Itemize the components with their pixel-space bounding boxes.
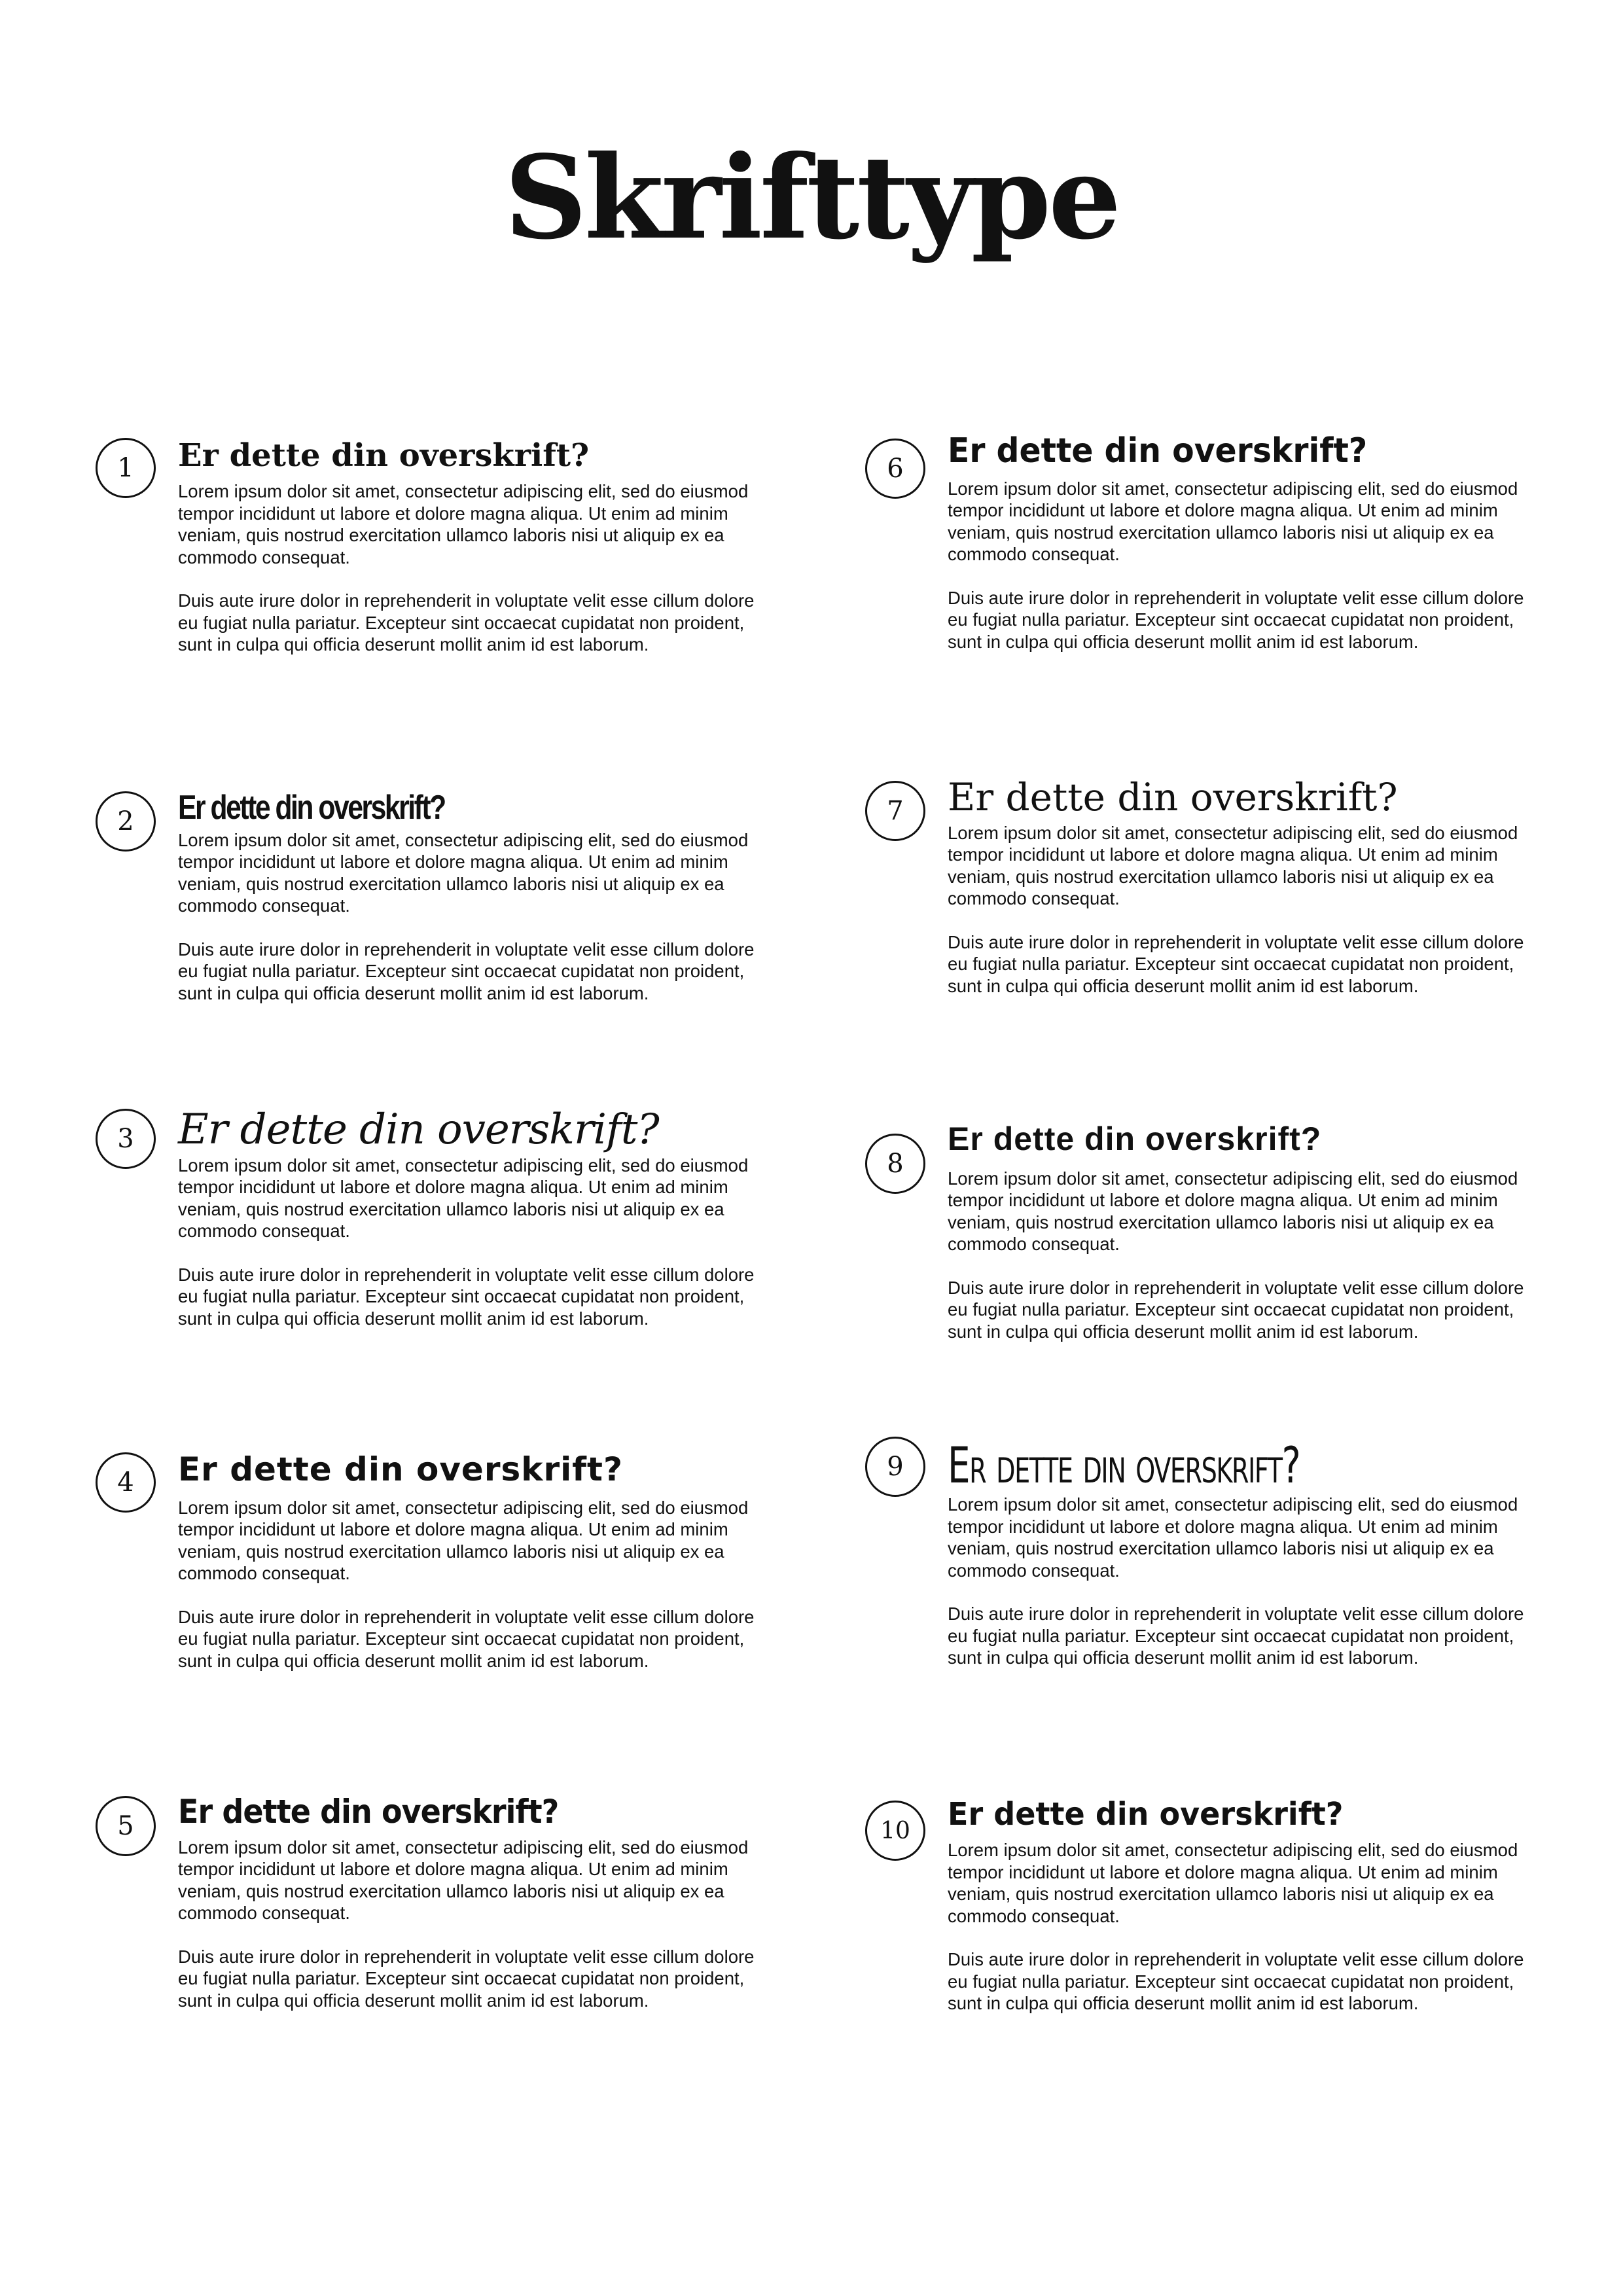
number-badge: 3: [96, 1109, 156, 1169]
body-paragraph: Lorem ipsum dolor sit amet, consectetur adipiscing elit, sed do eiusmod tempor incididunt ut labore et dolore magna aliqua. Ut enim ad minim veniam, quis nostrud exercitation ullamco laboris nisi ut aliquip ex ea commodo consequat.: [178, 829, 749, 916]
sample-heading: Er dette din overskrift?: [178, 1450, 623, 1488]
number-badge: 6: [865, 439, 925, 499]
font-sample-5: [117, 1793, 767, 2108]
body-paragraph: Lorem ipsum dolor sit amet, consectetur adipiscing elit, sed do eiusmod tempor incididunt ut labore et dolore magna aliqua. Ut enim ad minim veniam, quis nostrud exercitation ullamco laboris nisi ut aliquip ex ea commodo consequat.: [178, 1837, 749, 1923]
font-sample-4: [117, 1450, 767, 1764]
body-paragraph: Lorem ipsum dolor sit amet, consectetur adipiscing elit, sed do eiusmod tempor incididunt ut labore et dolore magna aliqua. Ut enim ad minim veniam, quis nostrud exercitation ullamco laboris nisi ut aliquip ex ea commodo consequat.: [178, 1155, 749, 1242]
font-sample-9: [887, 1436, 1537, 1751]
sample-heading: Er dette din overskrift?: [178, 437, 590, 474]
body-paragraph: Duis aute irure dolor in reprehenderit in voluptate velit esse cillum dolore eu fugiat nulla pariatur. Excepteur sint occaecat cupidatat non proident, sunt in culpa qui officia deserunt mollit anim id est laborum.: [948, 587, 1524, 652]
body-paragraph: Duis aute irure dolor in reprehenderit in voluptate velit esse cillum dolore eu fugiat nulla pariatur. Excepteur sint occaecat cupidatat non proident, sunt in culpa qui officia deserunt mollit anim id est laborum.: [178, 939, 755, 1003]
page-title: Skrifttype: [504, 131, 1119, 265]
number-badge: 8: [865, 1134, 925, 1194]
body-paragraph: Duis aute irure dolor in reprehenderit in voluptate velit esse cillum dolore eu fugiat nulla pariatur. Excepteur sint occaecat cupidatat non proident, sunt in culpa qui officia deserunt mollit anim id est laborum.: [948, 1949, 1524, 2014]
body-paragraph: Lorem ipsum dolor sit amet, consectetur adipiscing elit, sed do eiusmod tempor incididunt ut labore et dolore magna aliqua. Ut enim ad minim veniam, quis nostrud exercitation ullamco laboris nisi ut aliquip ex ea commodo consequat.: [178, 481, 749, 567]
sample-heading: Er dette din overskrift?: [948, 1121, 1322, 1157]
font-sample-1: [117, 435, 767, 749]
font-sample-2: [117, 789, 767, 1103]
font-sample-3: [117, 1105, 767, 1420]
sample-heading: Er dette din overskrift?: [178, 1793, 559, 1831]
body-paragraph: Lorem ipsum dolor sit amet, consectetur adipiscing elit, sed do eiusmod tempor incididunt ut labore et dolore magna aliqua. Ut enim ad minim veniam, quis nostrud exercitation ullamco laboris nisi ut aliquip ex ea commodo consequat.: [178, 1497, 749, 1583]
number-badge: 9: [865, 1437, 925, 1497]
body-paragraph: Lorem ipsum dolor sit amet, consectetur adipiscing elit, sed do eiusmod tempor incididunt ut labore et dolore magna aliqua. Ut enim ad minim veniam, quis nostrud exercitation ullamco laboris nisi ut aliquip ex ea commodo consequat.: [948, 478, 1518, 565]
body-paragraph: Duis aute irure dolor in reprehenderit in voluptate velit esse cillum dolore eu fugiat nulla pariatur. Excepteur sint occaecat cupidatat non proident, sunt in culpa qui officia deserunt mollit anim id est laborum.: [178, 1606, 755, 1671]
number-badge: 4: [96, 1452, 156, 1513]
number-badge: 7: [865, 781, 925, 841]
body-paragraph: Lorem ipsum dolor sit amet, consectetur adipiscing elit, sed do eiusmod tempor incididunt ut labore et dolore magna aliqua. Ut enim ad minim veniam, quis nostrud exercitation ullamco laboris nisi ut aliquip ex ea commodo consequat.: [948, 1840, 1518, 1926]
body-paragraph: Duis aute irure dolor in reprehenderit in voluptate velit esse cillum dolore eu fugiat nulla pariatur. Excepteur sint occaecat cupidatat non proident, sunt in culpa qui officia deserunt mollit anim id est laborum.: [948, 1277, 1524, 1342]
body-paragraph: Lorem ipsum dolor sit amet, consectetur adipiscing elit, sed do eiusmod tempor incididunt ut labore et dolore magna aliqua. Ut enim ad minim veniam, quis nostrud exercitation ullamco laboris nisi ut aliquip ex ea commodo consequat.: [948, 1168, 1518, 1254]
body-paragraph: Lorem ipsum dolor sit amet, consectetur adipiscing elit, sed do eiusmod tempor incididunt ut labore et dolore magna aliqua. Ut enim ad minim veniam, quis nostrud exercitation ullamco laboris nisi ut aliquip ex ea commodo consequat.: [948, 822, 1518, 909]
body-paragraph: Duis aute irure dolor in reprehenderit in voluptate velit esse cillum dolore eu fugiat nulla pariatur. Excepteur sint occaecat cupidatat non proident, sunt in culpa qui officia deserunt mollit anim id est laborum.: [178, 1946, 755, 2011]
body-paragraph: Duis aute irure dolor in reprehenderit in voluptate velit esse cillum dolore eu fugiat nulla pariatur. Excepteur sint occaecat cupidatat non proident, sunt in culpa qui officia deserunt mollit anim id est laborum.: [178, 1264, 755, 1329]
number-badge: 5: [96, 1796, 156, 1856]
font-sample-6: [887, 431, 1537, 746]
body-paragraph: Lorem ipsum dolor sit amet, consectetur adipiscing elit, sed do eiusmod tempor incididunt ut labore et dolore magna aliqua. Ut enim ad minim veniam, quis nostrud exercitation ullamco laboris nisi ut aliquip ex ea commodo consequat.: [948, 1494, 1518, 1581]
font-sample-7: [887, 775, 1537, 1090]
sample-heading: Er dette din overskrift?: [948, 431, 1368, 471]
body-paragraph: Duis aute irure dolor in reprehenderit in voluptate velit esse cillum dolore eu fugiat nulla pariatur. Excepteur sint occaecat cupidatat non proident, sunt in culpa qui officia deserunt mollit anim id est laborum.: [178, 590, 755, 655]
font-sample-10: [880, 1796, 1537, 2111]
sample-heading: Er dette din overskrift?: [948, 775, 1398, 819]
sample-heading: Er dette din overskrift?: [178, 1105, 659, 1154]
sample-heading: Er dette din overskrift?: [948, 1436, 1300, 1494]
number-badge: 2: [96, 791, 156, 852]
number-badge: 1: [96, 438, 156, 498]
sample-heading: Er dette din overskrift?: [178, 789, 445, 827]
body-paragraph: Duis aute irure dolor in reprehenderit in voluptate velit esse cillum dolore eu fugiat nulla pariatur. Excepteur sint occaecat cupidatat non proident, sunt in culpa qui officia deserunt mollit anim id est laborum.: [948, 1604, 1524, 1668]
number-badge: 10: [865, 1801, 925, 1861]
body-paragraph: Duis aute irure dolor in reprehenderit in voluptate velit esse cillum dolore eu fugiat nulla pariatur. Excepteur sint occaecat cupidatat non proident, sunt in culpa qui officia deserunt mollit anim id est laborum.: [948, 931, 1524, 996]
font-sample-8: [887, 1121, 1537, 1435]
sample-heading: Er dette din overskrift?: [948, 1796, 1344, 1833]
